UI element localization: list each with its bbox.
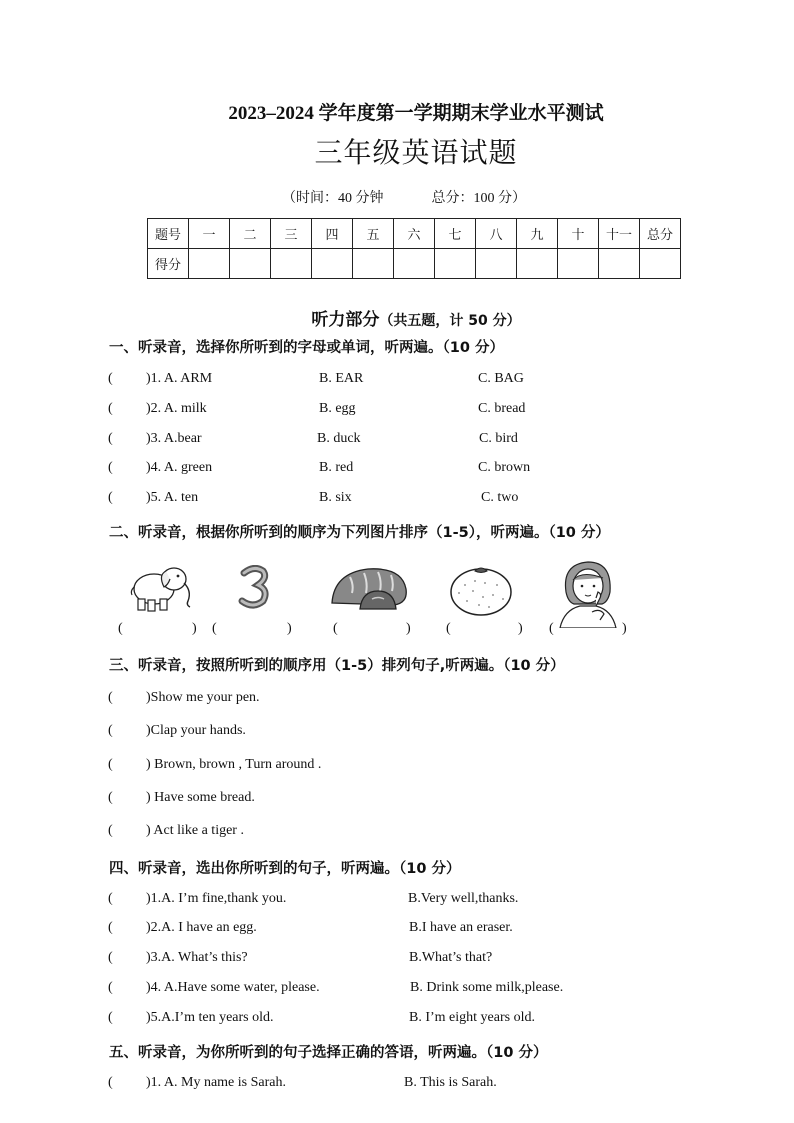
number-three-picture: [238, 565, 270, 609]
listening-section-title: [0, 305, 794, 330]
answer-paren[interactable]: (: [118, 621, 123, 636]
score-input-cell[interactable]: [599, 249, 640, 279]
q3-sentence: )Clap your hands.: [146, 723, 246, 738]
score-input-cell[interactable]: [271, 249, 312, 279]
q3-sentence: ) Act like a tiger .: [146, 823, 244, 838]
score-input-cell[interactable]: [558, 249, 599, 279]
answer-paren[interactable]: (: [446, 621, 451, 636]
q1-option-a: )5. A. ten: [146, 490, 199, 505]
elephant-picture: [128, 561, 194, 613]
answer-paren[interactable]: (: [333, 621, 338, 636]
answer-paren[interactable]: (: [108, 790, 113, 805]
q4-option-b: B.Very well,thanks.: [408, 891, 519, 906]
q1-option-b: B. EAR: [319, 371, 364, 386]
bread-picture: [328, 563, 410, 615]
answer-paren[interactable]: (: [108, 980, 113, 995]
table-cell: 六: [394, 219, 435, 249]
table-cell: 十一: [599, 219, 640, 249]
answer-paren: ): [406, 621, 411, 636]
answer-paren[interactable]: (: [108, 950, 113, 965]
q3-sentence: )Show me your pen.: [146, 690, 260, 705]
table-cell: 总分: [640, 219, 681, 249]
orange-picture: [445, 561, 517, 617]
q1-option-b: B. egg: [319, 401, 356, 416]
table-cell: 题号: [148, 219, 189, 249]
q4-option-b: B. I’m eight years old.: [409, 1010, 535, 1025]
subject-title: 三年级英语试题: [314, 136, 518, 169]
table-cell: 得分: [148, 249, 189, 279]
score-input-cell[interactable]: [189, 249, 230, 279]
answer-paren[interactable]: (: [108, 371, 113, 386]
answer-paren: ): [622, 621, 627, 636]
answer-paren: ): [287, 621, 292, 636]
answer-paren[interactable]: (: [108, 891, 113, 906]
q1-option-c: C. BAG: [478, 371, 524, 386]
score-table-score-row: [148, 249, 681, 279]
section-title-text: 听力部分: [311, 310, 380, 330]
q1-option-b: B. six: [319, 490, 352, 505]
score-input-cell[interactable]: [640, 249, 681, 279]
q1-option-c: C. two: [481, 490, 519, 505]
answer-paren[interactable]: (: [108, 401, 113, 416]
table-cell: 五: [353, 219, 394, 249]
table-cell: 八: [476, 219, 517, 249]
score-input-cell[interactable]: [476, 249, 517, 279]
table-cell: 四: [312, 219, 353, 249]
section-subtitle: （共五题，计 50 分）: [379, 313, 521, 329]
answer-paren[interactable]: (: [108, 1010, 113, 1025]
score-input-cell[interactable]: [230, 249, 271, 279]
q5-option-b: B. This is Sarah.: [404, 1075, 497, 1090]
score-table-header-row: [148, 219, 681, 249]
score-input-cell[interactable]: [312, 249, 353, 279]
q5-option-a: )1. A. My name is Sarah.: [146, 1075, 286, 1090]
q4-option-a: )1.A. I’m fine,thank you.: [146, 891, 287, 906]
q5-heading: 五、听录音，为你所听到的句子选择正确的答语，听两遍。（10 分）: [109, 1045, 548, 1061]
answer-paren[interactable]: (: [108, 431, 113, 446]
q4-option-b: B.I have an eraser.: [409, 920, 513, 935]
q1-heading: 一、听录音，选择你所听到的字母或单词，听两遍。（10 分）: [109, 340, 504, 356]
year-title: 2023–2024 学年度第一学期期末学业水平测试: [228, 103, 604, 124]
total-label: 总分：100 分）: [431, 191, 526, 206]
answer-paren[interactable]: (: [212, 621, 217, 636]
q4-option-a: )2.A. I have an egg.: [146, 920, 257, 935]
q1-option-a: )3. A.bear: [146, 431, 202, 446]
answer-paren: ): [192, 621, 197, 636]
q2-heading: 二、听录音，根据你所听到的顺序为下列图片排序（1-5），听两遍。（10 分）: [109, 525, 610, 541]
answer-paren[interactable]: (: [108, 490, 113, 505]
q4-heading: 四、听录音，选出你所听到的句子，听两遍。（10 分）: [109, 861, 461, 877]
answer-paren[interactable]: (: [108, 920, 113, 935]
score-input-cell[interactable]: [394, 249, 435, 279]
answer-paren: ): [518, 621, 523, 636]
q1-option-c: C. brown: [478, 460, 531, 475]
answer-paren[interactable]: (: [108, 757, 113, 772]
table-cell: 三: [271, 219, 312, 249]
answer-paren[interactable]: (: [108, 723, 113, 738]
table-cell: 一: [189, 219, 230, 249]
answer-paren[interactable]: (: [108, 460, 113, 475]
q1-option-b: B. red: [319, 460, 354, 475]
table-cell: 九: [517, 219, 558, 249]
q1-option-a: )1. A. ARM: [146, 371, 213, 386]
answer-paren[interactable]: (: [108, 1075, 113, 1090]
table-cell: 七: [435, 219, 476, 249]
q1-option-b: B. duck: [317, 431, 361, 446]
time-info: [282, 187, 526, 207]
q4-option-b: B.What’s that?: [409, 950, 493, 965]
score-input-cell[interactable]: [517, 249, 558, 279]
q4-option-a: )4. A.Have some water, please.: [146, 980, 320, 995]
q1-option-a: )2. A. milk: [146, 401, 207, 416]
q4-option-a: )5.A.I’m ten years old.: [146, 1010, 274, 1025]
q3-heading: 三、听录音，按照所听到的顺序用（1-5）排列句子,听两遍。（10 分）: [109, 658, 565, 674]
time-label: （时间：40 分钟: [282, 191, 384, 206]
score-input-cell[interactable]: [353, 249, 394, 279]
q4-option-a: )3.A. What’s this?: [146, 950, 248, 965]
table-cell: 二: [230, 219, 271, 249]
q3-sentence: ) Brown, brown , Turn around .: [146, 757, 322, 772]
score-table: [147, 218, 681, 279]
table-cell: 十: [558, 219, 599, 249]
score-input-cell[interactable]: [435, 249, 476, 279]
answer-paren[interactable]: (: [108, 690, 113, 705]
q1-option-c: C. bread: [478, 401, 526, 416]
answer-paren[interactable]: (: [108, 823, 113, 838]
q3-sentence: ) Have some bread.: [146, 790, 255, 805]
q4-option-b: B. Drink some milk,please.: [410, 980, 564, 995]
answer-paren[interactable]: (: [549, 621, 554, 636]
girl-picture: [556, 558, 620, 628]
q1-option-a: )4. A. green: [146, 460, 213, 475]
q1-option-c: C. bird: [479, 431, 518, 446]
